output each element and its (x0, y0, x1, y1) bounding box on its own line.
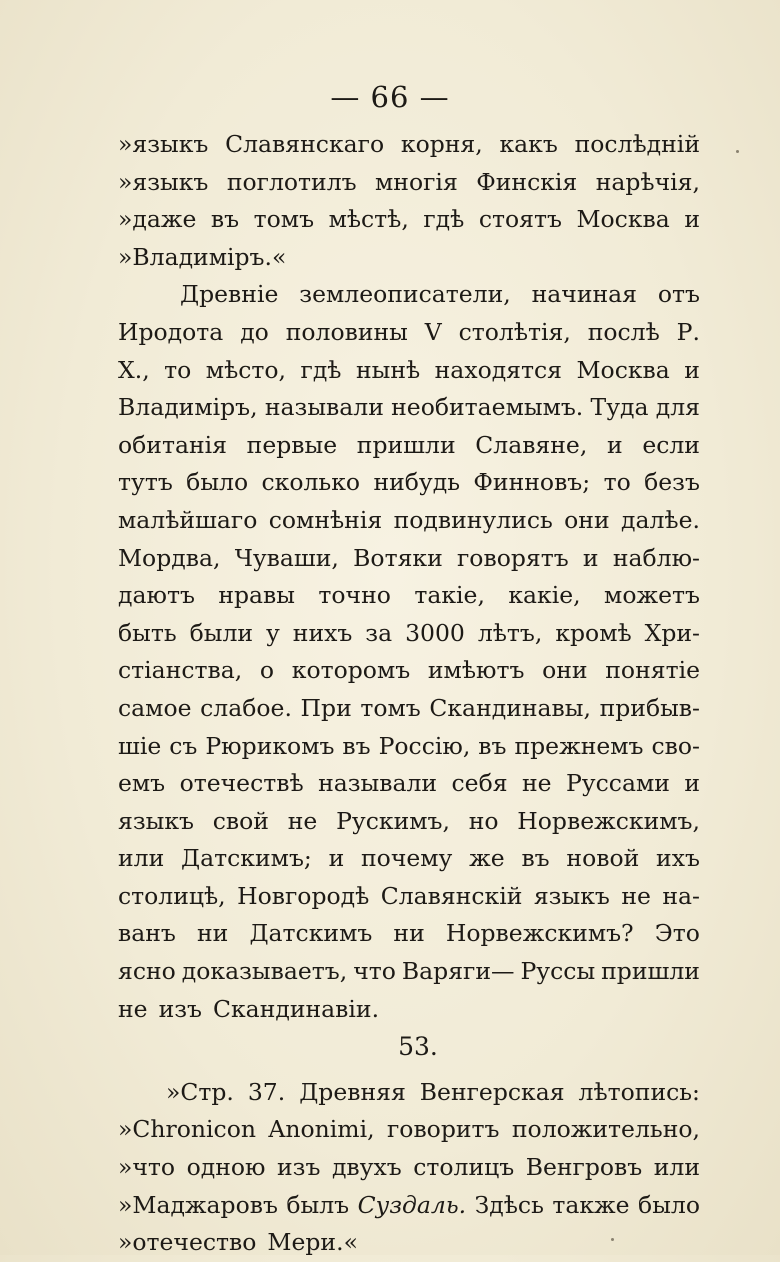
word: Славянскій (380, 881, 523, 910)
word: Венгровъ (525, 1153, 643, 1182)
word: точно (318, 581, 391, 610)
word: Суздаль. (357, 1190, 467, 1219)
word: »отечество (118, 1228, 257, 1257)
word: Датскимъ; (181, 844, 312, 873)
word: ни (393, 919, 425, 948)
word: обитанія (118, 430, 227, 459)
word: шіе (118, 731, 162, 760)
word: стоятъ (478, 205, 562, 234)
section-number: 53. (398, 1032, 438, 1062)
word: называли (318, 769, 438, 798)
word: языкъ (118, 806, 194, 835)
word: или (118, 844, 165, 873)
text-line (118, 690, 700, 728)
word: нарѣчія, (595, 167, 700, 196)
word: даютъ (118, 581, 195, 610)
paragraph-quote-start (118, 126, 700, 276)
text-line (118, 615, 700, 653)
word: можетъ (604, 581, 700, 610)
word: необитаемымъ. (391, 393, 584, 422)
word: Москва (576, 205, 670, 234)
word: какіе, (508, 581, 581, 610)
word: томъ (360, 693, 421, 722)
word: сво- (651, 731, 700, 760)
paper-speck (736, 150, 739, 153)
word: 37. (247, 1077, 286, 1106)
text-line (118, 915, 700, 953)
word: имѣютъ (427, 656, 525, 685)
word: отъ (657, 280, 700, 309)
word: Варяги— (401, 957, 515, 986)
word: столицъ (413, 1153, 515, 1182)
word: пришли (356, 430, 456, 459)
word: Славянскаго (225, 130, 385, 158)
text-line (118, 164, 700, 202)
text-line (118, 314, 700, 352)
word: Древняя (299, 1077, 406, 1106)
word: они (564, 505, 610, 534)
word: многія (375, 167, 458, 196)
text-line (118, 1224, 700, 1262)
word: нибудь (373, 468, 461, 497)
word: же (469, 844, 505, 873)
word: понятіе (605, 656, 700, 685)
word: то (164, 355, 192, 384)
word: тутъ (118, 468, 173, 497)
word: первые (246, 430, 338, 459)
text-line (118, 352, 700, 390)
word: какъ (499, 130, 558, 158)
word: которомъ (291, 656, 411, 685)
text-line (118, 728, 700, 766)
word: свой (212, 806, 269, 835)
word: былъ (286, 1190, 350, 1219)
word: »даже (118, 205, 197, 234)
word: землеописатели, (299, 280, 511, 309)
word: въ (478, 731, 507, 760)
word: половины (285, 317, 408, 346)
word: было (186, 468, 249, 497)
word: далѣе. (621, 505, 700, 534)
word: не (287, 806, 318, 835)
word: въ (521, 844, 550, 873)
word: столицѣ, (118, 881, 226, 910)
word: быть (118, 618, 177, 647)
word: до (240, 317, 269, 346)
word: емъ (118, 769, 166, 798)
paragraph-chronicle-quote (118, 1074, 700, 1262)
text-line (118, 1149, 700, 1187)
word: нравы (218, 581, 295, 610)
word: у (266, 618, 280, 647)
word: что (353, 957, 396, 986)
word: съ (169, 731, 198, 760)
word: для (655, 393, 700, 422)
word: нихъ (292, 618, 353, 647)
word: за (365, 618, 393, 647)
text-line (118, 276, 700, 314)
word: Хри- (644, 618, 700, 647)
word: положительно, (511, 1115, 700, 1144)
word: ни (196, 919, 229, 948)
word: самое (118, 693, 192, 722)
word: послѣ (587, 317, 660, 346)
word: Скандинавіи. (213, 994, 380, 1023)
word: кромѣ (555, 618, 632, 647)
text-line (118, 201, 700, 239)
word: пришли (601, 957, 700, 986)
text-line (118, 389, 700, 427)
word: и (684, 355, 700, 384)
word: лѣтъ, (477, 618, 543, 647)
word: Туда (590, 393, 649, 422)
text-line (118, 991, 700, 1029)
word: »Стр. (166, 1077, 234, 1106)
word: и (582, 543, 599, 572)
text-line (118, 464, 700, 502)
word: отечествѣ (179, 769, 304, 798)
word: прибыв- (599, 693, 700, 722)
word: Вотяки (353, 543, 443, 572)
word: Иродота (118, 317, 224, 346)
word: »Владиміръ.« (118, 242, 287, 271)
word: 3000 (405, 618, 465, 647)
word: Это (654, 919, 700, 948)
word: сомнѣнія (268, 505, 383, 534)
word: двухъ (331, 1153, 402, 1182)
word: Москва (576, 355, 670, 384)
word: При (300, 693, 352, 722)
word: Рюрикомъ (205, 731, 335, 760)
text-line (118, 1187, 700, 1225)
word: начиная (531, 280, 637, 309)
text-line (118, 652, 700, 690)
word: если (642, 430, 700, 459)
word: называли (264, 393, 384, 422)
word: Х., (118, 355, 150, 384)
word: въ (210, 205, 240, 234)
word: »что (118, 1153, 176, 1182)
word: лѣтопись: (578, 1077, 700, 1106)
word: Руссами (565, 769, 670, 798)
text-line (118, 427, 700, 465)
word: стіанства, (118, 656, 243, 685)
word: малѣйшаго (118, 505, 258, 534)
word: но (468, 806, 499, 835)
word: не (521, 769, 552, 798)
text-block (118, 126, 700, 1262)
word: прежнемъ (514, 731, 644, 760)
text-line (118, 803, 700, 841)
word: Славяне, (475, 430, 588, 459)
word: Р. (676, 317, 700, 346)
text-line (118, 878, 700, 916)
word: ихъ (656, 844, 700, 873)
word: говоритъ (386, 1115, 500, 1144)
word: ясно (118, 957, 176, 986)
text-line (118, 239, 700, 277)
word: изъ (277, 1153, 321, 1182)
word: Мордва, (118, 543, 221, 572)
word: наблю- (612, 543, 700, 572)
paper-speck (611, 1238, 614, 1241)
word: Новгородѣ (237, 881, 370, 910)
word: ванъ (118, 919, 176, 948)
word: Скандинавы, (429, 693, 591, 722)
text-line (118, 126, 700, 164)
word: одною (186, 1153, 266, 1182)
word: Россію, (378, 731, 471, 760)
word: новой (566, 844, 640, 873)
word: »Маджаровъ (118, 1190, 278, 1219)
word: или (653, 1153, 700, 1182)
word: сколько (261, 468, 361, 497)
text-line (118, 540, 700, 578)
word: находятся (434, 355, 562, 384)
word: корня, (400, 130, 483, 158)
text-line (118, 1111, 700, 1149)
word: Финскія (476, 167, 578, 196)
word: и (684, 769, 700, 798)
word: Anonimi, (268, 1115, 375, 1144)
word: поглотилъ (226, 167, 357, 196)
word: нынѣ (355, 355, 421, 384)
word: были (189, 618, 254, 647)
word: о (259, 656, 275, 685)
word: не (621, 881, 651, 910)
word: Руссы (520, 957, 596, 986)
word: Норвежскимъ? (445, 919, 634, 948)
word: послѣдній (574, 130, 700, 158)
text-line (118, 765, 700, 803)
word: на- (662, 881, 700, 910)
word: не (118, 994, 148, 1023)
word: они (542, 656, 588, 685)
word: подвинулись (393, 505, 553, 534)
word: доказываетъ, (181, 957, 348, 986)
text-line (118, 502, 700, 540)
word: и (328, 844, 345, 873)
word: Владиміръ, (118, 393, 258, 422)
word: »языкъ (118, 167, 209, 196)
text-line (118, 1074, 700, 1112)
word: гдѣ (423, 205, 465, 234)
word: языкъ (533, 881, 610, 910)
word: себя (451, 769, 508, 798)
paragraph-main (118, 276, 700, 1028)
word: столѣтія, (458, 317, 571, 346)
word: слабое. (200, 693, 292, 722)
word: »языкъ (118, 130, 209, 158)
word: говорятъ (457, 543, 569, 572)
word: мѣсто, (205, 355, 287, 384)
word: V (424, 317, 442, 346)
word: почему (361, 844, 453, 873)
word: Норвежскимъ, (517, 806, 700, 835)
word: томъ (253, 205, 315, 234)
word: Древніе (180, 280, 279, 309)
word: безъ (644, 468, 700, 497)
text-line (118, 953, 700, 991)
word: гдѣ (300, 355, 342, 384)
page-number: — 66 — (330, 80, 450, 114)
word: также (552, 1190, 630, 1219)
word: и (606, 430, 623, 459)
word: такіе, (414, 581, 485, 610)
word: Датскимъ (249, 919, 373, 948)
word: Чуваши, (234, 543, 339, 572)
spacer (118, 1066, 700, 1074)
word: и (684, 205, 700, 234)
text-line (118, 577, 700, 615)
word: Финновъ; (473, 468, 591, 497)
word: въ (342, 731, 371, 760)
word: Рускимъ, (336, 806, 450, 835)
word: Здѣсь (474, 1190, 544, 1219)
word: Мери.« (267, 1228, 358, 1257)
text-line (118, 840, 700, 878)
word: то (603, 468, 631, 497)
word: было (638, 1190, 700, 1219)
word: Венгерская (419, 1077, 565, 1106)
word: мѣстѣ, (328, 205, 409, 234)
word: изъ (158, 994, 203, 1023)
word: »Chronicon (118, 1115, 256, 1144)
